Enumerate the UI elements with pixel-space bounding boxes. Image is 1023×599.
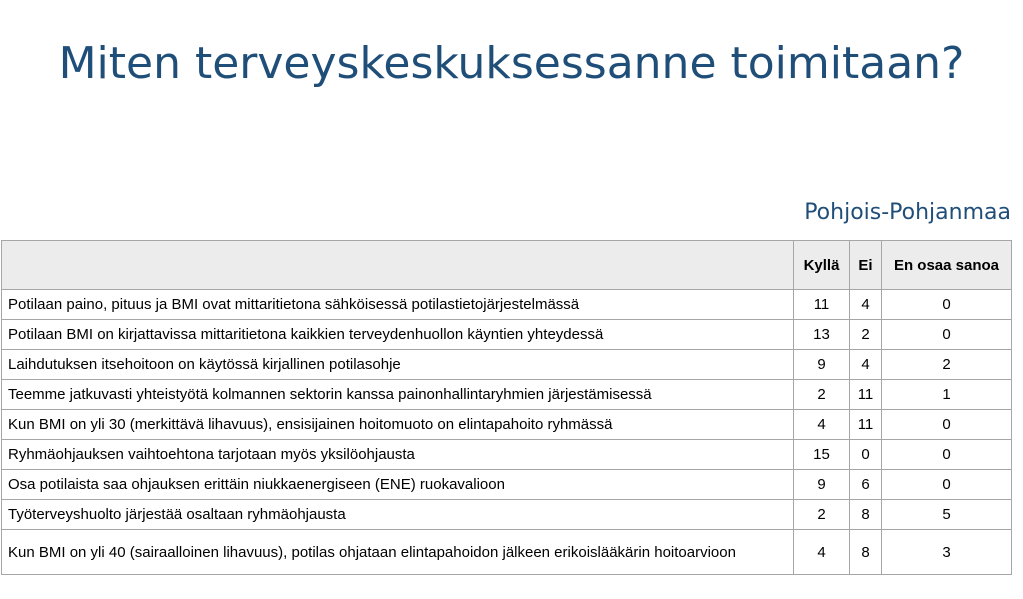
row-statement: Osa potilaista saa ohjauksen erittäin niukkaenergiseen (ENE) ruokavalioon xyxy=(2,470,794,500)
slide-title: Miten terveyskeskuksessanne toimitaan? xyxy=(58,38,965,89)
row-yes-count: 15 xyxy=(794,440,850,470)
row-statement: Kun BMI on yli 40 (sairaalloinen lihavuus), potilas ohjataan elintapahoidon jälkeen erikoislääkärin hoitoarvioon xyxy=(2,530,794,575)
row-yes-count: 4 xyxy=(794,530,850,575)
table-row xyxy=(2,500,1012,530)
header-no: Ei xyxy=(850,241,882,290)
table-row xyxy=(2,350,1012,380)
row-no-count: 4 xyxy=(850,350,882,380)
header-dont-know: En osaa sanoa xyxy=(882,241,1012,290)
row-dont-know-count: 0 xyxy=(882,320,1012,350)
row-statement: Laihdutuksen itsehoitoon on käytössä kirjallinen potilasohje xyxy=(2,350,794,380)
table-row xyxy=(2,410,1012,440)
row-dont-know-count: 2 xyxy=(882,350,1012,380)
row-no-count: 11 xyxy=(850,380,882,410)
row-statement: Potilaan BMI on kirjattavissa mittaritietona kaikkien terveydenhuollon käyntien yhteydessä xyxy=(2,320,794,350)
row-no-count: 2 xyxy=(850,320,882,350)
row-no-count: 0 xyxy=(850,440,882,470)
row-yes-count: 9 xyxy=(794,470,850,500)
row-dont-know-count: 0 xyxy=(882,290,1012,320)
table-row xyxy=(2,290,1012,320)
header-yes: Kyllä xyxy=(794,241,850,290)
row-dont-know-count: 0 xyxy=(882,470,1012,500)
row-no-count: 4 xyxy=(850,290,882,320)
row-no-count: 8 xyxy=(850,500,882,530)
row-dont-know-count: 3 xyxy=(882,530,1012,575)
row-yes-count: 11 xyxy=(794,290,850,320)
results-table xyxy=(1,240,1012,575)
table-row xyxy=(2,320,1012,350)
table-row xyxy=(2,380,1012,410)
row-yes-count: 4 xyxy=(794,410,850,440)
row-statement: Ryhmäohjauksen vaihtoehtona tarjotaan myös yksilöohjausta xyxy=(2,440,794,470)
row-statement: Kun BMI on yli 30 (merkittävä lihavuus), ensisijainen hoitomuoto on elintapahoito ryhmässä xyxy=(2,410,794,440)
row-yes-count: 2 xyxy=(794,500,850,530)
row-yes-count: 2 xyxy=(794,380,850,410)
table-row xyxy=(2,440,1012,470)
table-header xyxy=(2,241,1012,290)
row-no-count: 6 xyxy=(850,470,882,500)
header-statement xyxy=(2,241,794,290)
row-dont-know-count: 5 xyxy=(882,500,1012,530)
header-row xyxy=(2,241,1012,290)
row-statement: Työterveyshuolto järjestää osaltaan ryhmäohjausta xyxy=(2,500,794,530)
row-yes-count: 9 xyxy=(794,350,850,380)
table-row xyxy=(2,530,1012,575)
row-dont-know-count: 1 xyxy=(882,380,1012,410)
row-statement: Potilaan paino, pituus ja BMI ovat mittaritietona sähköisessä potilastietojärjestelmässä xyxy=(2,290,794,320)
table-row xyxy=(2,470,1012,500)
region-label: Pohjois-Pohjanmaa xyxy=(804,200,1011,225)
row-dont-know-count: 0 xyxy=(882,410,1012,440)
row-no-count: 8 xyxy=(850,530,882,575)
row-yes-count: 13 xyxy=(794,320,850,350)
row-dont-know-count: 0 xyxy=(882,440,1012,470)
row-statement: Teemme jatkuvasti yhteistyötä kolmannen sektorin kanssa painonhallintaryhmien järjestämisessä xyxy=(2,380,794,410)
table-body xyxy=(2,290,1012,575)
row-no-count: 11 xyxy=(850,410,882,440)
